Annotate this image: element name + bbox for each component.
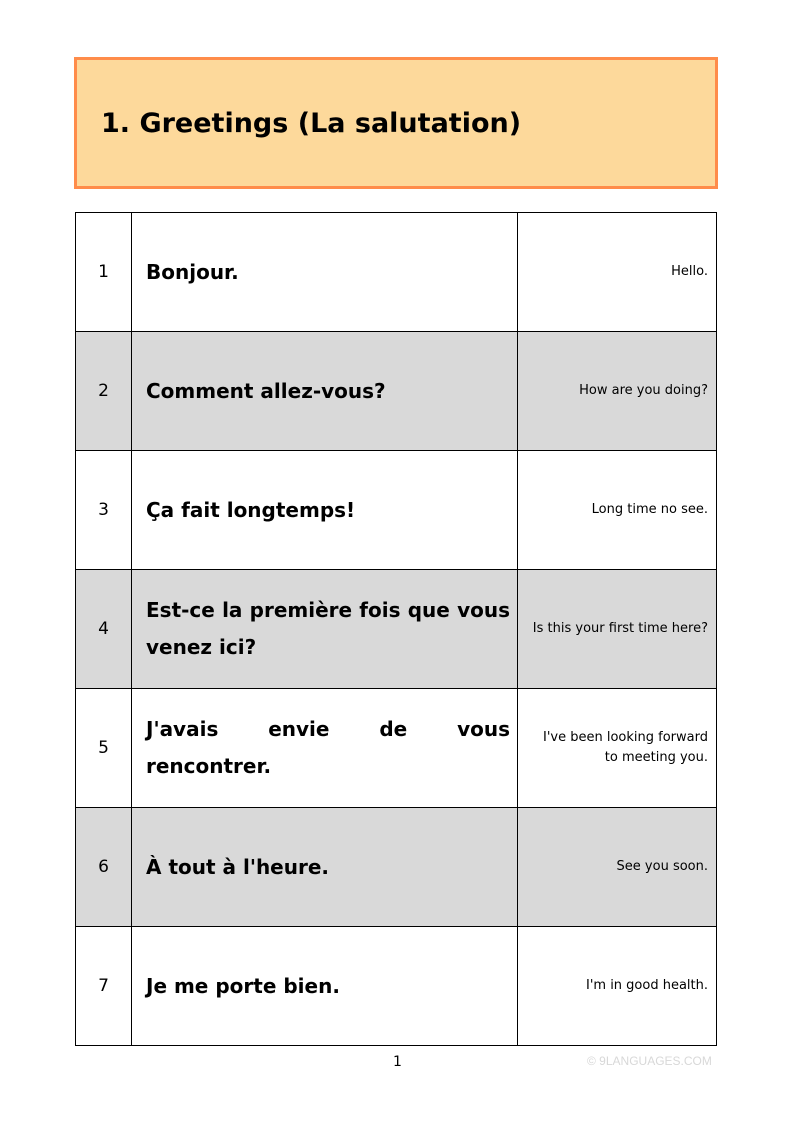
table-row	[76, 808, 717, 927]
english-translation: Hello.	[518, 213, 717, 332]
page-title: 1. Greetings (La salutation)	[101, 108, 522, 139]
french-phrase: Comment allez-vous?	[132, 332, 518, 451]
row-number: 2	[76, 332, 132, 451]
french-phrase: J'avais envie de vous rencontrer.	[132, 689, 518, 808]
row-number: 4	[76, 570, 132, 689]
english-translation: See you soon.	[518, 808, 717, 927]
english-translation: Is this your first time here?	[518, 570, 717, 689]
english-translation: I'm in good health.	[518, 927, 717, 1046]
section-header	[74, 57, 718, 189]
watermark: © 9LANGUAGES.COM	[587, 1054, 712, 1068]
table-row	[76, 570, 717, 689]
phrase-table	[75, 212, 717, 1046]
page-number: 1	[393, 1054, 402, 1070]
table-row	[76, 927, 717, 1046]
english-translation: Long time no see.	[518, 451, 717, 570]
french-phrase: Ça fait longtemps!	[132, 451, 518, 570]
table-row	[76, 213, 717, 332]
row-number: 1	[76, 213, 132, 332]
english-translation: How are you doing?	[518, 332, 717, 451]
french-phrase: À tout à l'heure.	[132, 808, 518, 927]
table-row	[76, 689, 717, 808]
row-number: 6	[76, 808, 132, 927]
table-row	[76, 332, 717, 451]
row-number: 7	[76, 927, 132, 1046]
row-number: 3	[76, 451, 132, 570]
french-phrase: Est-ce la première fois que vous venez ici?	[132, 570, 518, 689]
table-row	[76, 451, 717, 570]
french-phrase: Je me porte bien.	[132, 927, 518, 1046]
english-translation: I've been looking forward to meeting you.	[518, 689, 717, 808]
row-number: 5	[76, 689, 132, 808]
french-phrase: Bonjour.	[132, 213, 518, 332]
